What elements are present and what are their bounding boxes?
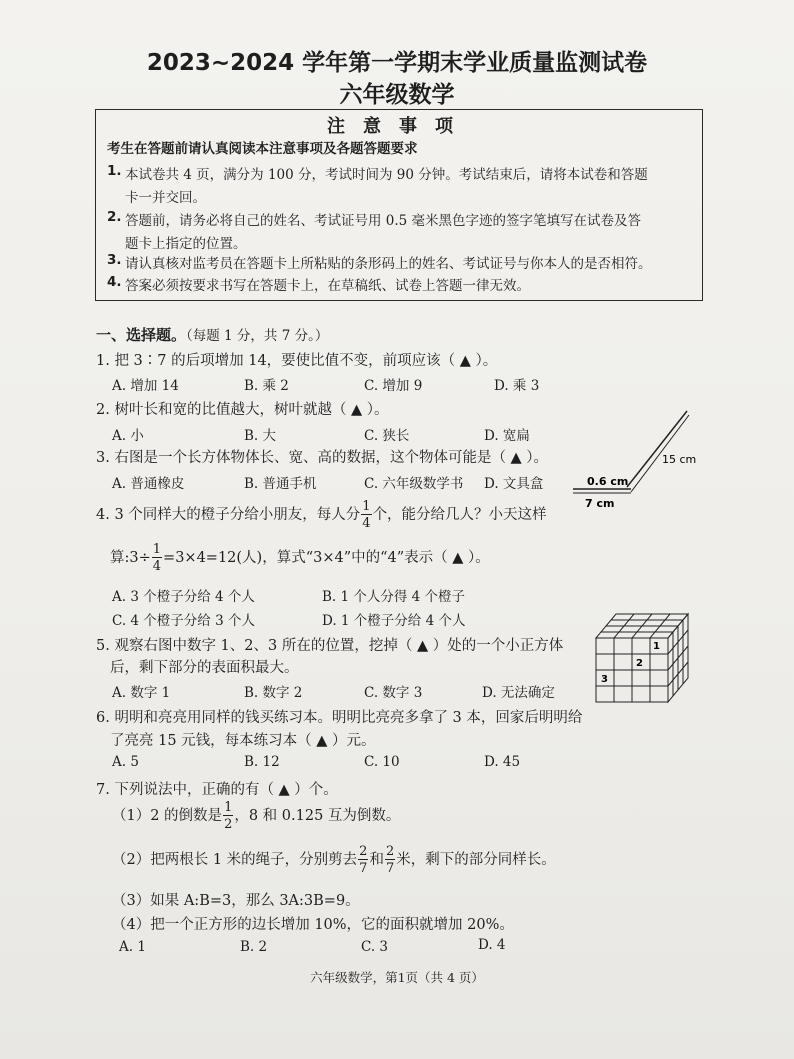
option-b: B. 2 — [240, 939, 268, 955]
numerator: 1 — [362, 499, 371, 514]
option-c: C. 增加 9 — [364, 378, 423, 394]
section-heading — [96, 324, 328, 345]
label-height: 15 cm — [662, 453, 697, 466]
option-a: A. 增加 14 — [112, 378, 179, 394]
option-c: C. 10 — [364, 754, 400, 770]
question-7: 7. 下列说法中，正确的有（ ▲ ）个。 — [96, 782, 338, 798]
statement-1 — [112, 801, 400, 831]
notice-title: 注意事项 — [327, 116, 471, 137]
denominator: 7 — [359, 861, 368, 876]
denominator: 7 — [385, 861, 395, 876]
option-a: A. 小 — [112, 428, 144, 444]
option-b: B. 1 个人分得 4 个橙子 — [322, 589, 466, 605]
label-length: 7 cm — [585, 497, 615, 510]
notice-subtitle: 考生在答题前请认真阅读本注意事项及各题答题要求 — [107, 141, 418, 157]
question-3: 3. 右图是一个长方体物体长、宽、高的数据，这个物体可能是（ ▲ ）。 — [96, 450, 549, 466]
notice-item-text: 题卡上指定的位置。 — [125, 236, 247, 252]
option-c: C. 数字 3 — [364, 685, 423, 701]
notice-item-num: 4. — [107, 274, 122, 290]
option-c: C. 六年级数学书 — [364, 476, 464, 492]
numerator: 2 — [385, 844, 395, 859]
option-b: B. 大 — [244, 428, 277, 444]
question-6: 6. 明明和亮亮用同样的钱买练习本。明明比亮亮多拿了 3 本，回家后明明给 — [96, 710, 583, 726]
statement-text: ，8 和 0.125 互为倒数。 — [234, 808, 401, 824]
notice-item-text: 请认真核对监考员在答题卡上所粘贴的条形码上的姓名、考试证号与你本人的是否相符。 — [125, 256, 652, 272]
exam-title: 2023~2024 学年第一学期末学业质量监测试卷 — [146, 50, 648, 76]
denominator: 4 — [362, 516, 371, 531]
question-text: 个，能分给几人？小天这样 — [372, 507, 547, 523]
notice-item-text: 答案必须按要求书写在答题卡上，在草稿纸、试卷上答题一律无效。 — [125, 278, 530, 294]
option-d: D. 无法确定 — [482, 685, 555, 701]
notice-item-text: 答题前，请务必将自己的姓名、考试证号用 0.5 毫米黑色字迹的签字笔填写在试卷及答 — [125, 213, 642, 229]
option-d: D. 4 — [478, 937, 506, 953]
statement-3: （3）如果 A:B=3，那么 3A:3B=9。 — [112, 893, 360, 909]
option-d: D. 宽扁 — [484, 428, 530, 444]
option-c: C. 4 个橙子分给 3 个人 — [112, 613, 255, 629]
option-a: A. 3 个橙子分给 4 个人 — [112, 589, 255, 605]
option-a: A. 数字 1 — [112, 685, 171, 701]
denominator: 4 — [152, 559, 162, 574]
question-2: 2. 树叶长和宽的比值越大，树叶就越（ ▲ ）。 — [96, 402, 389, 418]
statement-text: （2）把两根长 1 米的绳子，分别剪去 — [112, 852, 358, 868]
notice-item-text: 本试卷共 4 页，满分为 100 分，考试时间为 90 分钟。考试结束后，请将本试卷和答题 — [125, 167, 648, 183]
notice-item-num: 1. — [107, 163, 122, 179]
question-5-line2: 后，剩下部分的表面积最大。 — [110, 660, 299, 676]
question-text: 4. 3 个同样大的橙子分给小朋友，每人分 — [96, 507, 361, 523]
fraction — [358, 845, 368, 875]
option-d: D. 45 — [484, 754, 521, 770]
question-text: =3×4=12(人)，算式“3×4”中的“4”表示（ ▲ ）。 — [163, 550, 490, 566]
cube-label: 3 — [601, 674, 608, 685]
statement-4: （4）把一个正方形的边长增加 10%，它的面积就增加 20%。 — [112, 917, 514, 933]
option-b: B. 乘 2 — [244, 378, 289, 394]
statement-text: 米，剩下的部分同样长。 — [396, 852, 556, 868]
cube-label: 1 — [653, 641, 660, 652]
cube-figure — [590, 608, 702, 708]
question-6-line2: 了亮亮 15 元钱，每本练习本（ ▲ ）元。 — [110, 733, 376, 749]
statement-text: （1）2 的倒数是 — [112, 808, 223, 824]
numerator: 1 — [224, 800, 233, 815]
numerator: 2 — [359, 844, 368, 859]
numerator: 1 — [152, 542, 162, 557]
statement-2 — [112, 845, 556, 875]
option-b: B. 数字 2 — [244, 685, 303, 701]
height-edge — [627, 411, 687, 487]
page-footer: 六年级数学，第1页（共 4 页） — [310, 970, 484, 985]
section-note: （每题 1 分，共 7 分。） — [186, 328, 329, 344]
box-dimension-figure — [565, 405, 715, 515]
option-b: B. 12 — [244, 754, 280, 770]
option-c: C. 狭长 — [364, 428, 410, 444]
cube-label: 2 — [636, 658, 643, 669]
label-width: 0.6 cm — [587, 475, 629, 488]
fraction — [385, 845, 395, 875]
notice-item-num: 2. — [107, 209, 122, 225]
statement-text: 和 — [369, 852, 384, 868]
option-d: D. 文具盒 — [484, 476, 544, 492]
option-c: C. 3 — [361, 939, 389, 955]
option-d: D. 乘 3 — [494, 378, 540, 394]
option-a: A. 普通橡皮 — [112, 476, 185, 492]
exam-subtitle: 六年级数学 — [339, 82, 455, 108]
option-b: B. 普通手机 — [244, 476, 317, 492]
option-d: D. 1 个橙子分给 4 个人 — [322, 613, 466, 629]
notice-item-text: 卡一并交回。 — [125, 190, 206, 206]
notice-item-num: 3. — [107, 252, 122, 268]
question-1: 1. 把 3∶7 的后项增加 14，要使比值不变，前项应该（ ▲ ）。 — [96, 353, 498, 369]
question-4 — [96, 500, 547, 530]
option-a: A. 1 — [119, 939, 146, 955]
question-text: 算:3÷ — [110, 550, 151, 566]
option-a: A. 5 — [112, 754, 139, 770]
fraction — [361, 500, 371, 530]
fraction — [152, 543, 162, 573]
question-5: 5. 观察右图中数字 1、2、3 所在的位置，挖掉（ ▲ ）处的一个小正方体 — [96, 638, 564, 654]
denominator: 2 — [224, 817, 233, 832]
question-4-line2 — [110, 543, 490, 573]
fraction — [223, 801, 233, 831]
section-title: 一、选择题。 — [96, 326, 187, 344]
